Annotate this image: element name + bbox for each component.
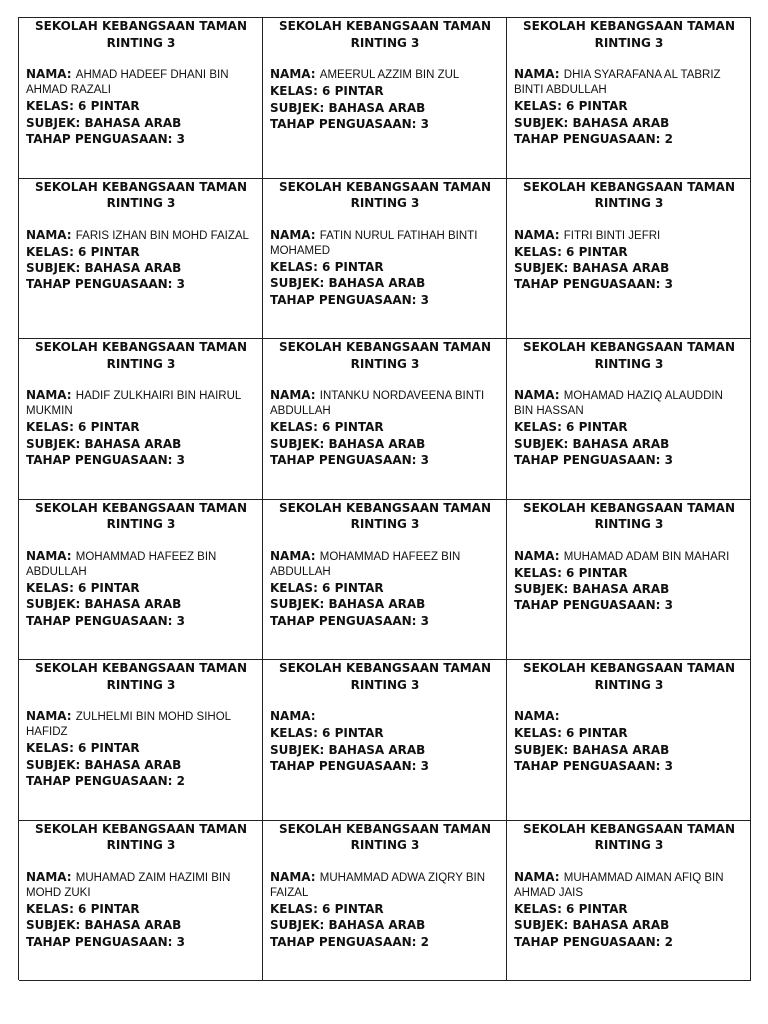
name-line <box>270 709 500 724</box>
class-line: KELAS: 6 PINTAR <box>514 420 628 435</box>
student-label-card <box>263 18 507 179</box>
label-body <box>514 228 744 293</box>
student-name: FITRI BINTI JEFRI <box>563 229 661 242</box>
label-sheet <box>18 17 751 980</box>
label-body <box>26 549 256 629</box>
label-body <box>26 228 256 293</box>
class-line: KELAS: 6 PINTAR <box>270 84 384 99</box>
mastery-level-line: TAHAP PENGUASAAN: 3 <box>26 613 185 628</box>
student-name: MUHAMMAD AIMAN AFIQ BIN AHMAD JAIS <box>514 871 724 899</box>
student-name: MOHAMAD HAZIQ ALAUDDIN BIN HASSAN <box>514 390 723 418</box>
name-label: NAMA: <box>26 709 72 723</box>
class-line: KELAS: 6 PINTAR <box>270 726 384 741</box>
label-body <box>514 67 744 147</box>
subject-line: SUBJEK: BAHASA ARAB <box>514 436 670 451</box>
student-label-card <box>507 18 751 179</box>
name-line <box>270 549 500 579</box>
class-line: KELAS: 6 PINTAR <box>270 259 384 274</box>
student-label-card <box>507 500 751 661</box>
subject-line: SUBJEK: BAHASA ARAB <box>26 597 182 612</box>
student-label-card <box>19 821 263 982</box>
name-line <box>270 228 500 258</box>
label-body <box>270 549 500 629</box>
class-line: KELAS: 6 PINTAR <box>270 420 384 435</box>
name-line <box>514 388 744 418</box>
student-label-card <box>263 821 507 982</box>
class-line: KELAS: 6 PINTAR <box>26 99 140 114</box>
label-body <box>26 870 256 950</box>
subject-line: SUBJEK: BAHASA ARAB <box>514 261 670 275</box>
student-name: FATIN NURUL FATIHAH BINTI MOHAMED <box>270 229 478 257</box>
student-name: AHMAD HADEEF DHANI BIN AHMAD RAZALI <box>26 69 229 97</box>
name-line <box>270 388 500 418</box>
name-label: NAMA: <box>26 548 72 563</box>
student-label-card <box>507 660 751 821</box>
subject-line: SUBJEK: BAHASA ARAB <box>270 276 426 291</box>
name-line <box>26 870 256 900</box>
name-line <box>514 870 744 900</box>
label-body <box>270 228 500 308</box>
name-label: NAMA: <box>26 227 72 242</box>
mastery-level-line: TAHAP PENGUASAAN: 2 <box>26 774 185 788</box>
name-label: NAMA: <box>26 67 72 81</box>
name-line <box>514 549 744 564</box>
student-label-card <box>19 18 263 179</box>
mastery-level-line: TAHAP PENGUASAAN: 3 <box>26 453 185 467</box>
school-name: SEKOLAH KEBANGSAAN TAMAN RINTING 3 <box>278 821 492 852</box>
school-name: SEKOLAH KEBANGSAAN TAMAN RINTING 3 <box>278 19 492 50</box>
student-name: DHIA SYARAFANA AL TABRIZ BINTI ABDULLAH <box>514 69 721 97</box>
class-line: KELAS: 6 PINTAR <box>514 244 628 259</box>
mastery-level-line: TAHAP PENGUASAAN: 3 <box>270 758 429 773</box>
class-line: KELAS: 6 PINTAR <box>26 420 140 435</box>
name-label: NAMA: <box>26 388 72 402</box>
label-body <box>270 709 500 774</box>
name-label: NAMA: <box>514 388 560 402</box>
student-name: FARIS IZHAN BIN MOHD FAIZAL <box>75 229 249 242</box>
student-label-card <box>263 660 507 821</box>
label-body <box>514 870 744 950</box>
label-body <box>514 709 744 774</box>
name-line <box>26 67 256 97</box>
name-line <box>514 228 744 243</box>
label-row <box>19 660 751 821</box>
school-name: SEKOLAH KEBANGSAAN TAMAN RINTING 3 <box>34 179 248 210</box>
name-line <box>270 67 500 82</box>
student-name: HADIF ZULKHAIRI BIN HAIRUL MUKMIN <box>26 390 241 418</box>
class-line: KELAS: 6 PINTAR <box>26 244 140 259</box>
class-line: KELAS: 6 PINTAR <box>26 901 140 916</box>
class-line: KELAS: 6 PINTAR <box>26 580 140 595</box>
subject-line: SUBJEK: BAHASA ARAB <box>514 742 670 757</box>
subject-line: SUBJEK: BAHASA ARAB <box>26 918 182 933</box>
label-body <box>26 67 256 147</box>
label-row <box>19 821 751 982</box>
mastery-level-line: TAHAP PENGUASAAN: 3 <box>514 598 673 613</box>
student-name: MUHAMAD ZAIM HAZIMI BIN MOHD ZUKI <box>26 871 231 899</box>
subject-line: SUBJEK: BAHASA ARAB <box>270 918 426 933</box>
student-label-card <box>19 179 263 340</box>
label-body <box>26 388 256 468</box>
name-label: NAMA: <box>26 869 72 884</box>
school-name: SEKOLAH KEBANGSAAN TAMAN RINTING 3 <box>278 179 492 210</box>
school-name: SEKOLAH KEBANGSAAN TAMAN RINTING 3 <box>522 821 736 852</box>
student-label-card <box>507 339 751 500</box>
name-label: NAMA: <box>270 709 316 723</box>
class-line: KELAS: 6 PINTAR <box>514 565 628 580</box>
school-name: SEKOLAH KEBANGSAAN TAMAN RINTING 3 <box>278 500 492 531</box>
mastery-level-line: TAHAP PENGUASAAN: 3 <box>270 116 429 131</box>
name-line <box>26 388 256 418</box>
class-line: KELAS: 6 PINTAR <box>514 901 628 916</box>
subject-line: SUBJEK: BAHASA ARAB <box>26 261 182 275</box>
class-line: KELAS: 6 PINTAR <box>514 99 628 114</box>
school-name: SEKOLAH KEBANGSAAN TAMAN RINTING 3 <box>34 821 248 852</box>
school-name: SEKOLAH KEBANGSAAN TAMAN RINTING 3 <box>34 661 248 692</box>
subject-line: SUBJEK: BAHASA ARAB <box>270 100 426 115</box>
mastery-level-line: TAHAP PENGUASAAN: 3 <box>26 277 185 292</box>
label-body <box>270 870 500 950</box>
student-label-card <box>263 500 507 661</box>
class-line: KELAS: 6 PINTAR <box>514 726 628 741</box>
mastery-level-line: TAHAP PENGUASAAN: 2 <box>270 934 429 949</box>
mastery-level-line: TAHAP PENGUASAAN: 3 <box>26 132 185 146</box>
subject-line: SUBJEK: BAHASA ARAB <box>514 115 670 130</box>
class-line: KELAS: 6 PINTAR <box>26 741 140 756</box>
label-row <box>19 339 751 500</box>
mastery-level-line: TAHAP PENGUASAAN: 3 <box>514 277 673 292</box>
label-body <box>26 709 256 789</box>
school-name: SEKOLAH KEBANGSAAN TAMAN RINTING 3 <box>522 19 736 50</box>
mastery-level-line: TAHAP PENGUASAAN: 3 <box>270 453 429 467</box>
name-label: NAMA: <box>514 67 560 81</box>
name-line <box>26 549 256 579</box>
student-label-card <box>507 821 751 982</box>
label-row <box>19 179 751 340</box>
student-name: MOHAMMAD HAFEEZ BIN ABDULLAH <box>26 550 217 578</box>
name-line <box>514 709 744 724</box>
name-label: NAMA: <box>514 227 560 242</box>
school-name: SEKOLAH KEBANGSAAN TAMAN RINTING 3 <box>522 500 736 531</box>
name-label: NAMA: <box>270 67 316 81</box>
school-name: SEKOLAH KEBANGSAAN TAMAN RINTING 3 <box>522 340 736 371</box>
label-body <box>270 67 500 132</box>
school-name: SEKOLAH KEBANGSAAN TAMAN RINTING 3 <box>34 19 248 50</box>
name-line <box>514 67 744 97</box>
subject-line: SUBJEK: BAHASA ARAB <box>514 918 670 933</box>
subject-line: SUBJEK: BAHASA ARAB <box>514 582 670 596</box>
name-label: NAMA: <box>514 869 560 884</box>
school-name: SEKOLAH KEBANGSAAN TAMAN RINTING 3 <box>522 661 736 692</box>
student-name: ZULHELMI BIN MOHD SIHOL HAFIDZ <box>26 711 231 739</box>
student-name: MUHAMAD ADAM BIN MAHARI <box>563 550 730 563</box>
label-row <box>19 18 751 179</box>
name-line <box>26 709 256 739</box>
name-line <box>26 228 256 243</box>
mastery-level-line: TAHAP PENGUASAAN: 3 <box>270 292 429 307</box>
student-label-card <box>19 660 263 821</box>
name-label: NAMA: <box>270 227 316 242</box>
student-label-card <box>263 179 507 340</box>
name-label: NAMA: <box>514 709 560 723</box>
school-name: SEKOLAH KEBANGSAAN TAMAN RINTING 3 <box>34 500 248 531</box>
name-label: NAMA: <box>514 548 560 563</box>
name-label: NAMA: <box>270 548 316 563</box>
subject-line: SUBJEK: BAHASA ARAB <box>26 757 182 772</box>
label-row <box>19 500 751 661</box>
name-label: NAMA: <box>270 388 316 402</box>
subject-line: SUBJEK: BAHASA ARAB <box>26 115 182 130</box>
student-label-card <box>507 179 751 340</box>
mastery-level-line: TAHAP PENGUASAAN: 3 <box>514 453 673 467</box>
school-name: SEKOLAH KEBANGSAAN TAMAN RINTING 3 <box>522 179 736 210</box>
mastery-level-line: TAHAP PENGUASAAN: 3 <box>514 758 673 773</box>
class-line: KELAS: 6 PINTAR <box>270 901 384 916</box>
school-name: SEKOLAH KEBANGSAAN TAMAN RINTING 3 <box>278 340 492 371</box>
name-line <box>270 870 500 900</box>
label-body <box>514 549 744 614</box>
name-label: NAMA: <box>270 869 316 884</box>
school-name: SEKOLAH KEBANGSAAN TAMAN RINTING 3 <box>34 340 248 371</box>
student-label-card <box>19 500 263 661</box>
subject-line: SUBJEK: BAHASA ARAB <box>270 436 426 451</box>
student-name: AMEERUL AZZIM BIN ZUL <box>319 69 460 81</box>
class-line: KELAS: 6 PINTAR <box>270 580 384 595</box>
subject-line: SUBJEK: BAHASA ARAB <box>26 436 182 451</box>
mastery-level-line: TAHAP PENGUASAAN: 3 <box>270 613 429 628</box>
student-name: INTANKU NORDAVEENA BINTI ABDULLAH <box>270 390 485 418</box>
subject-line: SUBJEK: BAHASA ARAB <box>270 597 426 612</box>
student-name: MOHAMMAD HAFEEZ BIN ABDULLAH <box>270 550 461 578</box>
label-body <box>514 388 744 468</box>
mastery-level-line: TAHAP PENGUASAAN: 3 <box>26 934 185 949</box>
student-label-card <box>19 339 263 500</box>
student-label-card <box>263 339 507 500</box>
student-name: MUHAMMAD ADWA ZIQRY BIN FAIZAL <box>270 871 486 899</box>
label-body <box>270 388 500 468</box>
school-name: SEKOLAH KEBANGSAAN TAMAN RINTING 3 <box>278 661 492 692</box>
mastery-level-line: TAHAP PENGUASAAN: 2 <box>514 934 673 949</box>
subject-line: SUBJEK: BAHASA ARAB <box>270 742 426 757</box>
mastery-level-line: TAHAP PENGUASAAN: 2 <box>514 132 673 146</box>
